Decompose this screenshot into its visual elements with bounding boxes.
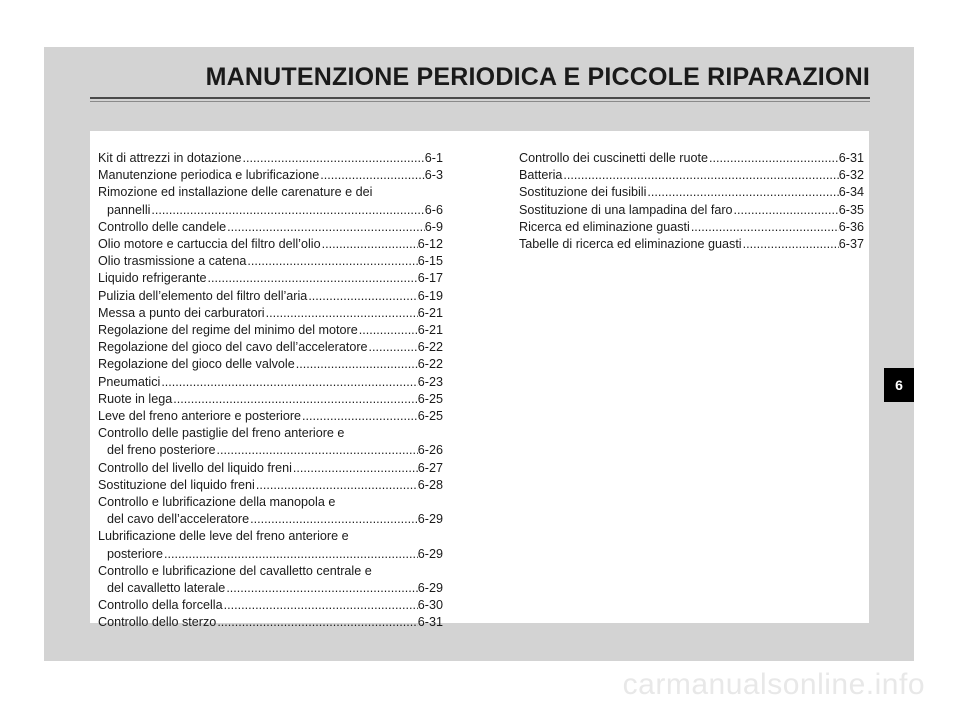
toc-entry[interactable]: [98, 580, 443, 597]
toc-entry[interactable]: [98, 374, 443, 391]
toc-page-number: 6-27: [417, 460, 443, 475]
toc-page-number: 6-28: [417, 477, 443, 492]
toc-entry[interactable]: [98, 305, 443, 322]
toc-page-number: 6-12: [417, 237, 443, 252]
toc-page-number: 6-36: [838, 219, 864, 234]
toc-entry[interactable]: [98, 408, 443, 425]
toc-leader-dots: [160, 374, 417, 391]
toc-leader-dots: [742, 236, 839, 253]
toc-leader-dots: [733, 202, 839, 219]
toc-leader-dots: [319, 167, 425, 184]
toc-entry[interactable]: [98, 528, 443, 545]
toc-entry-title: Controllo delle candele: [98, 219, 227, 234]
toc-page-number: 6-22: [417, 357, 443, 372]
toc-entry[interactable]: [98, 288, 443, 305]
toc-entry-title: Pneumatici: [98, 374, 161, 389]
toc-entry[interactable]: [98, 253, 443, 270]
toc-page-number: 6-29: [417, 581, 443, 596]
toc-entry-title: Controllo della forcella: [98, 598, 223, 613]
toc-entry[interactable]: [98, 184, 443, 201]
toc-entry[interactable]: [98, 339, 443, 356]
toc-entry-title: Olio trasmissione a catena: [98, 254, 247, 269]
toc-entry[interactable]: [98, 219, 443, 236]
toc-entry-title: Liquido refrigerante: [98, 271, 207, 286]
toc-entry-title: Tabelle di ricerca ed eliminazione guasti: [519, 237, 742, 252]
toc-leader-dots: [265, 305, 418, 322]
toc-page-number: 6-21: [417, 323, 443, 338]
toc-entry-title: Olio motore e cartuccia del filtro dell’olio: [98, 237, 321, 252]
toc-entry[interactable]: [98, 511, 443, 528]
toc-entry[interactable]: [98, 614, 443, 631]
toc-page-number: 6-9: [424, 219, 443, 234]
toc-leader-dots: [226, 219, 425, 236]
toc-leader-dots: [223, 597, 418, 614]
toc-entry[interactable]: [98, 322, 443, 339]
toc-entry-title: Controllo del livello del liquido freni: [98, 460, 292, 475]
toc-leader-dots: [249, 511, 418, 528]
toc-page-number: 6-6: [424, 202, 443, 217]
toc-entry-title: Controllo e lubrificazione del cavalletto centrale e: [98, 563, 372, 578]
toc-entry[interactable]: [98, 597, 443, 614]
toc-left-column: [98, 150, 443, 632]
toc-entry-title: del cavalletto laterale: [107, 581, 226, 596]
toc-entry[interactable]: [98, 425, 443, 442]
chapter-tab[interactable]: 6: [884, 368, 914, 402]
toc-entry-title: Ricerca ed eliminazione guasti: [519, 219, 690, 234]
toc-page-number: 6-29: [417, 546, 443, 561]
toc-page-number: 6-21: [417, 305, 443, 320]
toc-entry-title: Controllo delle pastiglie del freno anteriore e: [98, 426, 345, 441]
toc-entry[interactable]: [98, 167, 443, 184]
toc-leader-dots: [690, 219, 839, 236]
toc-entry-title: Regolazione del gioco delle valvole: [98, 357, 295, 372]
toc-page-number: 6-31: [417, 615, 443, 630]
toc-entry[interactable]: [519, 219, 864, 236]
toc-entry[interactable]: [98, 270, 443, 287]
toc-page-number: 6-37: [838, 237, 864, 252]
toc-page-number: 6-17: [417, 271, 443, 286]
toc-page-number: 6-35: [838, 202, 864, 217]
toc-entry-title: Messa a punto dei carburatori: [98, 305, 265, 320]
toc-entry-title: Kit di attrezzi in dotazione: [98, 151, 242, 165]
toc-entry[interactable]: [519, 202, 864, 219]
toc-entry[interactable]: [98, 494, 443, 511]
toc-page-number: 6-3: [424, 168, 443, 183]
title-rule-thick: [90, 97, 870, 99]
toc-entry-title: Regolazione del gioco del cavo dell’acceleratore: [98, 340, 368, 355]
toc-page-number: 6-32: [838, 168, 864, 183]
toc-entry[interactable]: [98, 202, 443, 219]
toc-page-number: 6-15: [417, 254, 443, 269]
toc-leader-dots: [150, 202, 424, 219]
toc-entry[interactable]: [519, 236, 864, 253]
toc-page-number: 6-30: [417, 598, 443, 613]
title-rule-thin: [90, 101, 870, 102]
toc-entry-title: Controllo dello sterzo: [98, 615, 217, 630]
toc-leader-dots: [295, 356, 418, 373]
toc-entry[interactable]: [98, 546, 443, 563]
toc-leader-dots: [172, 391, 418, 408]
toc-page-number: 6-29: [417, 512, 443, 527]
toc-entry[interactable]: [98, 442, 443, 459]
toc-entry-title: Manutenzione periodica e lubrificazione: [98, 168, 320, 183]
toc-leader-dots: [358, 322, 418, 339]
toc-leader-dots: [321, 236, 418, 253]
toc-entry[interactable]: [98, 391, 443, 408]
toc-leader-dots: [301, 408, 418, 425]
toc-right-column: [519, 150, 864, 253]
toc-entry-title: pannelli: [107, 202, 151, 217]
toc-page-number: 6-23: [417, 374, 443, 389]
toc-entry[interactable]: [98, 356, 443, 373]
toc-page-number: 6-34: [838, 185, 864, 200]
toc-page-number: 6-1: [424, 151, 443, 165]
toc-leader-dots: [207, 270, 418, 287]
toc-leader-dots: [216, 614, 417, 631]
toc-entry-title: Pulizia dell’elemento del filtro dell’aria: [98, 288, 308, 303]
toc-entry-title: Lubrificazione delle leve del freno anteriore e: [98, 529, 349, 544]
toc-entry-title: Sostituzione dei fusibili: [519, 185, 647, 200]
toc-entry[interactable]: [519, 184, 864, 201]
watermark: carmanualsonline.info: [622, 668, 925, 701]
toc-entry-title: Regolazione del regime del minimo del motore: [98, 323, 358, 338]
toc-page-number: 6-19: [417, 288, 443, 303]
toc-page-number: 6-31: [838, 151, 864, 165]
toc-entry-title: Controllo e lubrificazione della manopola e: [98, 495, 336, 510]
toc-leader-dots: [242, 150, 425, 167]
toc-leader-dots: [246, 253, 417, 270]
toc-entry-title: Sostituzione del liquido freni: [98, 477, 255, 492]
toc-leader-dots: [163, 546, 418, 563]
toc-entry[interactable]: [98, 460, 443, 477]
toc-leader-dots: [708, 150, 839, 167]
toc-entry-title: posteriore: [107, 546, 164, 561]
page-title: MANUTENZIONE PERIODICA E PICCOLE RIPARAZIONI: [205, 63, 870, 91]
toc-page-number: 6-25: [417, 391, 443, 406]
toc-entry[interactable]: [519, 167, 864, 184]
toc-leader-dots: [292, 460, 418, 477]
toc-entry-title: Ruote in lega: [98, 391, 173, 406]
toc-leader-dots: [307, 288, 417, 305]
toc-page-number: 6-22: [417, 340, 443, 355]
toc-entry[interactable]: [98, 563, 443, 580]
toc-entry-title: del freno posteriore: [107, 443, 216, 458]
toc-entry-title: Rimozione ed installazione delle carenature e dei: [98, 185, 373, 200]
toc-leader-dots: [368, 339, 418, 356]
toc-entry[interactable]: [98, 236, 443, 253]
toc-entry[interactable]: [98, 477, 443, 494]
toc-leader-dots: [562, 167, 838, 184]
toc-entry-title: Batteria: [519, 168, 563, 183]
toc-leader-dots: [255, 477, 418, 494]
toc-entry-title: del cavo dell’acceleratore: [107, 512, 250, 527]
toc-entry-title: Leve del freno anteriore e posteriore: [98, 409, 302, 424]
toc-leader-dots: [646, 184, 838, 201]
toc-entry[interactable]: [98, 150, 443, 167]
toc-leader-dots: [225, 580, 417, 597]
toc-entry-title: Sostituzione di una lampadina del faro: [519, 202, 733, 217]
toc-entry[interactable]: [519, 150, 864, 167]
toc-page-number: 6-26: [417, 443, 443, 458]
toc-leader-dots: [216, 442, 418, 459]
toc-entry-title: Controllo dei cuscinetti delle ruote: [519, 151, 709, 165]
toc-page-number: 6-25: [417, 409, 443, 424]
